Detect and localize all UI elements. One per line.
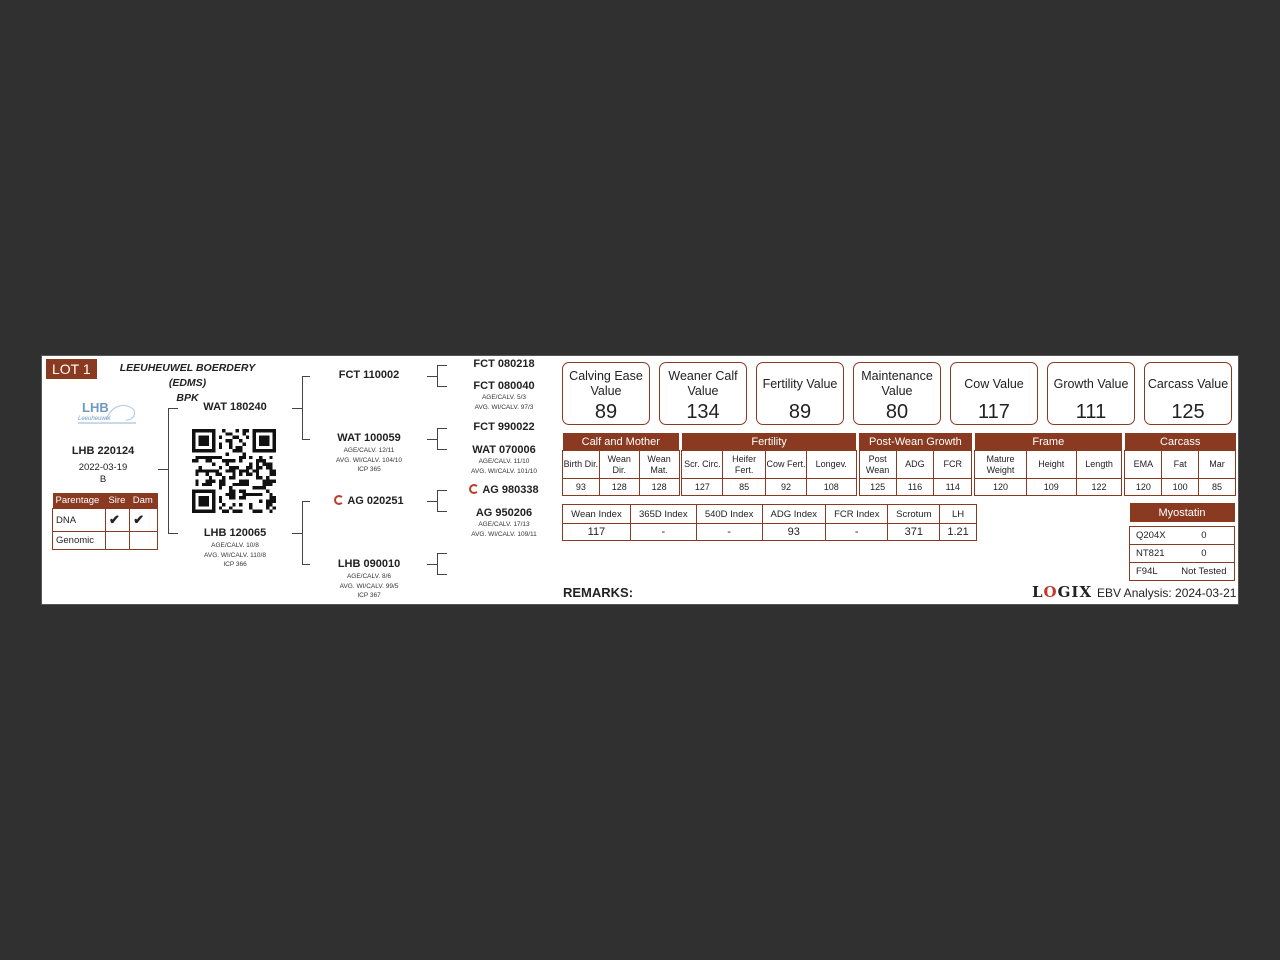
sd-block [314, 432, 424, 475]
table-row [53, 532, 158, 550]
dd-icp: ICP 367 [357, 592, 381, 599]
dd-age-calv: AGE/CALV. 8/6 [346, 573, 392, 580]
ebv-value: 93 [563, 479, 600, 496]
dam-check-icon: ✔ [130, 509, 158, 532]
index-label: Wean Index [563, 505, 631, 524]
index-value: 1.21 [940, 524, 977, 541]
ebv-table [562, 433, 1236, 496]
dss-id: AG 980338 [482, 484, 539, 496]
table-row [563, 505, 977, 524]
dsd-block [449, 507, 559, 539]
value-number: 89 [788, 401, 812, 423]
index-value: - [696, 524, 762, 541]
ebv-value: 109 [1026, 479, 1076, 496]
ebv-value: 85 [1199, 479, 1236, 496]
ag-logo-icon [334, 495, 344, 505]
sd-avg-wi: AVG. WI/CALV. 104/10 [336, 456, 402, 464]
ebv-value: 85 [723, 479, 766, 496]
table-row [1130, 545, 1235, 563]
value-label: Fertility Value [762, 376, 838, 391]
connector [302, 376, 303, 440]
connector [302, 439, 310, 440]
connector [302, 376, 310, 377]
sire-check-icon: ✔ [105, 509, 129, 532]
connector [437, 386, 447, 387]
dd-avg-wi: AVG. WI/CALV. 99/5 [339, 582, 399, 590]
connector [292, 533, 302, 534]
value-box-maintenance [853, 362, 941, 425]
index-label: FCR Index [826, 505, 888, 524]
dam-header: Dam [130, 493, 158, 509]
value-number: 117 [978, 401, 1010, 423]
value-number: 125 [1171, 401, 1205, 423]
sd-age-calv: AGE/CALV. 12/11 [343, 447, 395, 454]
sd-icp: ICP 365 [357, 466, 381, 473]
dd-block [314, 558, 424, 601]
index-label: 365D Index [630, 505, 696, 524]
value-label: Calving Ease Value [569, 369, 643, 398]
connector [168, 408, 169, 534]
value-box-cow [950, 362, 1038, 425]
animal-dob: 2022-03-19 [78, 462, 128, 473]
ebv-label: Cow Fert. [766, 451, 807, 479]
logo-letter: L [1032, 583, 1044, 601]
connector [427, 501, 437, 502]
connector [302, 501, 310, 502]
ebv-label: Heifer Fert. [723, 451, 766, 479]
group-header: Post-Wean Growth [859, 433, 972, 451]
dsd-avg-wi: AVG. WI/CALV. 109/11 [471, 530, 537, 538]
connector [437, 553, 438, 575]
ebv-label: Mar [1199, 451, 1236, 479]
ebv-label: Mature Weight [975, 451, 1027, 479]
index-label: Scrotum [888, 505, 940, 524]
connector [437, 490, 438, 512]
connector [427, 564, 437, 565]
sdd-age-calv: AGE/CALV. 11/10 [478, 458, 530, 465]
value-label: Weaner Calf Value [668, 369, 738, 398]
dam-avg-wi: AVG. WI/CALV. 110/8 [204, 551, 266, 559]
index-value: - [630, 524, 696, 541]
ssd-age-calv: AGE/CALV. 5/3 [481, 394, 527, 401]
dss-entry [449, 484, 559, 496]
ebv-value: 114 [934, 479, 972, 496]
index-value: 117 [563, 524, 631, 541]
connector [437, 553, 447, 554]
dam-age-calv: AGE/CALV. 10/8 [211, 542, 259, 549]
lot-card [41, 355, 1239, 605]
value-box-calving-ease [562, 362, 650, 425]
myostatin-value: 0 [1174, 545, 1235, 563]
connector [437, 511, 447, 512]
connector [437, 428, 447, 429]
ebv-value: 128 [599, 479, 639, 496]
animal-id: LHB 220124 [71, 445, 135, 457]
connector [292, 408, 302, 409]
group-header: Carcass [1125, 433, 1236, 451]
ebv-label: FCR [934, 451, 972, 479]
parentage-label: DNA [53, 509, 106, 532]
value-label: Cow Value [964, 376, 1024, 391]
ag-logo-icon [469, 484, 479, 494]
myostatin-value: 0 [1174, 527, 1235, 545]
ds-entry [314, 495, 424, 507]
ebv-label: Scr. Circ. [682, 451, 723, 479]
dsd-age-calv: AGE/CALV. 17/13 [478, 521, 530, 528]
table-row [563, 479, 1236, 496]
ds-id: AG 020251 [347, 495, 404, 507]
ssd-avg-wi: AVG. WI/CALV. 97/3 [474, 403, 534, 411]
index-value: - [826, 524, 888, 541]
ebv-label: Wean Dir. [599, 451, 639, 479]
index-value: 371 [888, 524, 940, 541]
ebv-label: Wean Mat. [639, 451, 679, 479]
ebv-label: Post Wean [859, 451, 896, 479]
logo-text: LHB [82, 400, 109, 415]
logo-o-icon: O [1043, 583, 1058, 601]
myostatin-key: NT821 [1130, 545, 1174, 563]
ebv-value: 116 [896, 479, 934, 496]
qr-modules [192, 429, 276, 513]
ebv-value: 120 [1125, 479, 1162, 496]
lot-badge: LOT 1 [46, 359, 97, 379]
ebv-value: 92 [766, 479, 807, 496]
value-number: 134 [686, 401, 720, 423]
table-row [563, 524, 977, 541]
breed-code: BPK [176, 392, 199, 404]
connector [437, 428, 438, 450]
sss-id: FCT 080218 [473, 358, 535, 370]
dam-id: LHB 120065 [203, 527, 267, 539]
ssd-block [449, 380, 559, 412]
connector [168, 533, 178, 534]
connector [437, 365, 438, 387]
sd-id: WAT 100059 [337, 432, 401, 444]
ebv-label: Longev. [806, 451, 856, 479]
value-number: 111 [1075, 401, 1107, 423]
value-box-carcass [1144, 362, 1232, 425]
myostatin-key: Q204X [1130, 527, 1174, 545]
myostatin-key: F94L [1130, 563, 1174, 581]
index-value: 93 [762, 524, 826, 541]
animal-grade: B [99, 474, 107, 485]
parentage-header: Parentage [53, 493, 106, 509]
table-row [53, 509, 158, 532]
qr-code[interactable] [192, 429, 276, 513]
ebv-label: ADG [896, 451, 934, 479]
table-row [1130, 563, 1235, 581]
ebv-label: Height [1026, 451, 1076, 479]
ebv-analysis-date: EBV Analysis: 2024-03-21 [1097, 586, 1237, 600]
ebv-value: 125 [859, 479, 896, 496]
value-label: Carcass Value [1147, 376, 1229, 391]
sire-id: WAT 180240 [203, 401, 267, 413]
dam-icp: ICP 366 [223, 561, 247, 568]
ebv-label: EMA [1125, 451, 1162, 479]
dsd-id: AG 950206 [475, 507, 533, 519]
ebv-value: 120 [975, 479, 1027, 496]
connector [437, 574, 447, 575]
ebv-value: 128 [639, 479, 679, 496]
ss-id: FCT 110002 [338, 369, 400, 381]
parentage-table [52, 493, 158, 550]
parentage-label: Genomic [53, 532, 106, 550]
remarks-label: REMARKS: [563, 585, 634, 600]
connector [437, 365, 447, 366]
table-row [563, 451, 1236, 479]
connector [427, 376, 437, 377]
connector [302, 501, 303, 565]
breeder-logo [76, 398, 140, 428]
ebv-value: 108 [806, 479, 856, 496]
ebv-label: Birth Dir. [563, 451, 600, 479]
value-label: Growth Value [1053, 376, 1129, 391]
index-label: 540D Index [696, 505, 762, 524]
connector [302, 564, 310, 565]
ebv-value: 122 [1076, 479, 1122, 496]
connector [437, 449, 447, 450]
group-header: Calf and Mother [563, 433, 680, 451]
sdd-avg-wi: AVG. WI/CALV. 101/10 [471, 467, 537, 475]
ebv-value: 127 [682, 479, 723, 496]
sire-header: Sire [105, 493, 129, 509]
connector [437, 490, 447, 491]
connector [158, 469, 168, 470]
dam-cell [130, 532, 158, 550]
group-header: Fertility [682, 433, 856, 451]
breeder-name: LEEUHEUWEL BOERDERY (EDMS) [119, 362, 256, 389]
myostatin-title: Myostatin [1130, 503, 1235, 522]
connector [427, 439, 437, 440]
sdd-id: WAT 070006 [472, 444, 536, 456]
logix-logo [1032, 583, 1092, 601]
ssd-id: FCT 080040 [473, 380, 535, 392]
value-box-weaner-calf [659, 362, 747, 425]
ebv-label: Length [1076, 451, 1122, 479]
connector [168, 408, 178, 409]
index-label: ADG Index [762, 505, 826, 524]
dam-block [180, 527, 290, 570]
group-header: Frame [975, 433, 1122, 451]
index-table [562, 504, 977, 541]
sdd-block [449, 444, 559, 476]
value-number: 89 [594, 401, 618, 423]
myostatin-table [1129, 503, 1235, 581]
value-box-fertility [756, 362, 844, 425]
value-number: 80 [885, 401, 909, 423]
logo-subtext: Leeuheuwel [78, 416, 111, 422]
myostatin-value: Not Tested [1174, 563, 1235, 581]
index-label: LH [940, 505, 977, 524]
table-row [1130, 527, 1235, 545]
ebv-value: 100 [1162, 479, 1199, 496]
ebv-label: Fat [1162, 451, 1199, 479]
logo-letters: GIX [1057, 583, 1093, 601]
value-label: Maintenance Value [861, 369, 933, 398]
value-box-growth [1047, 362, 1135, 425]
dd-id: LHB 090010 [337, 558, 401, 570]
sire-cell [105, 532, 129, 550]
sds-id: FCT 990022 [473, 421, 535, 433]
